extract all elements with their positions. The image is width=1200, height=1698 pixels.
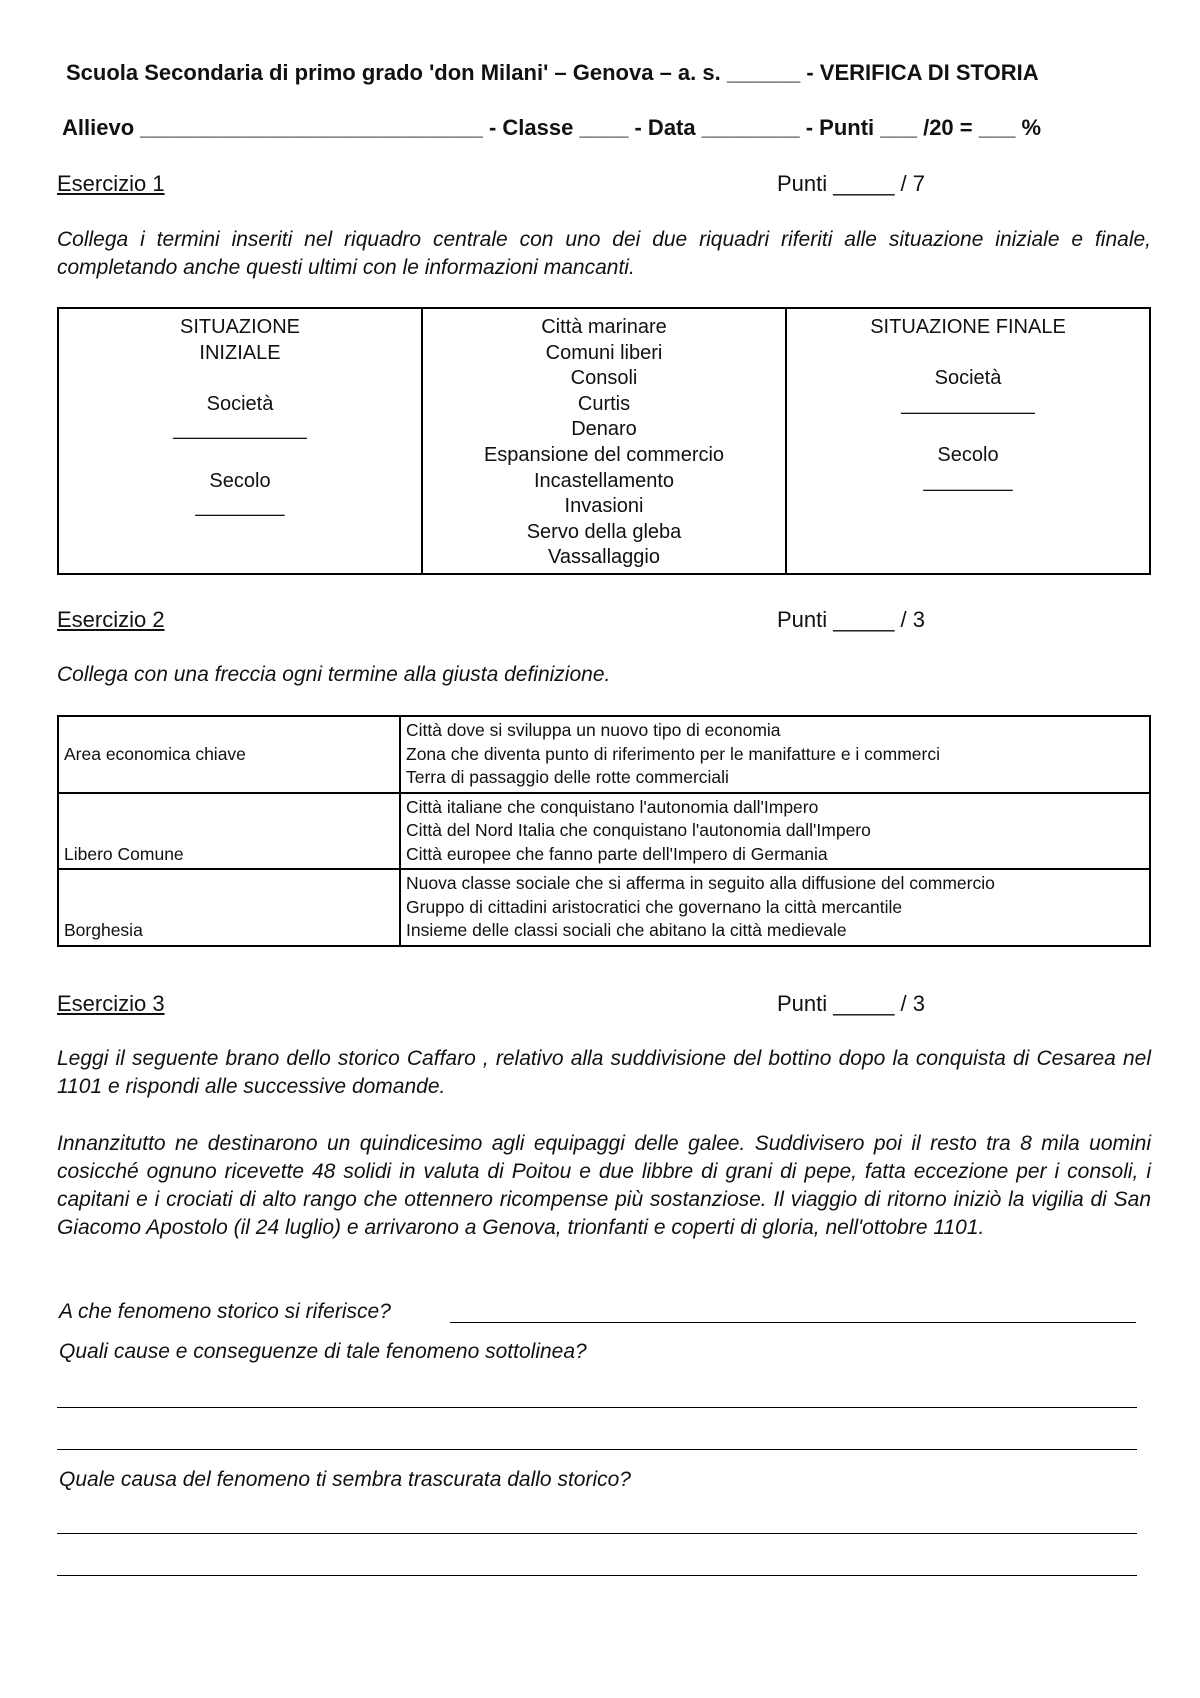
terms-box bbox=[421, 309, 785, 573]
exercise-1-points: Punti _____ / 7 bbox=[777, 171, 926, 196]
exercise-2-points: Punti _____ / 3 bbox=[777, 607, 926, 632]
historical-passage: Innanzitutto ne destinarono un quindicesimo agli equipaggi delle galee. Suddivisero poi il resto tra 8 mila uomini cosicché ognuno ricevette 48 solidi in valuta di Poitou e due libbre di grani di pepe, fatta eccezione per i consoli, i capitani e i crociati di alto rango che ottennero ricompense più sostanziose. Il viaggio di ritorno iniziò la vigilia di San Giacomo Apostolo (il 24 luglio) e arrivarono a Genova, trionfanti e coperti di gloria, nell'ottobre 1101. bbox=[57, 1132, 1151, 1239]
student-header: Allievo ____________________________ - Classe ____ - Data ________ - Punti ___ /20 = ___ % bbox=[62, 115, 1042, 140]
answer-line-2a[interactable] bbox=[57, 1407, 1137, 1408]
term-cell[interactable]: Libero Comune bbox=[58, 793, 400, 870]
initial-situation-box bbox=[59, 309, 421, 573]
exercise-1-instruction: Collega i termini inseriti nel riquadro centrale con uno dei due riquadri riferiti alle situazione iniziale e finale, completando anche questi ultimi con le informazioni mancanti. bbox=[57, 228, 1151, 279]
term-item: Vassallaggio bbox=[548, 546, 660, 569]
box-line: Secolo bbox=[209, 469, 271, 492]
matching-table-2 bbox=[57, 715, 1151, 947]
exercise-1-title: Esercizio 1 bbox=[57, 171, 165, 196]
box-line bbox=[59, 366, 421, 392]
term-item: Invasioni bbox=[564, 495, 644, 518]
table-row bbox=[58, 716, 1150, 793]
answer-line-3b[interactable] bbox=[57, 1575, 1137, 1576]
term-item: Denaro bbox=[571, 418, 637, 441]
box-line: INIZIALE bbox=[199, 341, 281, 364]
term-item: Consoli bbox=[570, 367, 638, 390]
definitions-cell bbox=[400, 869, 1150, 946]
term-item: Città marinare bbox=[541, 316, 667, 338]
box-line bbox=[787, 341, 1149, 367]
box-line: Secolo bbox=[937, 443, 999, 466]
answer-line-3a[interactable] bbox=[57, 1533, 1137, 1534]
term-cell[interactable]: Area economica chiave bbox=[58, 716, 400, 793]
question-2: Quali cause e conseguenze di tale fenomeno sottolinea? bbox=[59, 1340, 587, 1363]
exercise-2-instruction: Collega con una freccia ogni termine alla giusta definizione. bbox=[57, 663, 611, 686]
box-line bbox=[59, 443, 421, 469]
definition[interactable]: Città europee che fanno parte dell'Impero di Germania bbox=[406, 843, 828, 864]
definition[interactable]: Terra di passaggio delle rotte commerciali bbox=[406, 767, 729, 787]
blank-line[interactable]: ____________ bbox=[901, 392, 1035, 415]
answer-line-1[interactable] bbox=[450, 1322, 1136, 1323]
school-header: Scuola Secondaria di primo grado 'don Milani' – Genova – a. s. ______ - VERIFICA DI STORIA bbox=[66, 60, 1039, 85]
definition[interactable]: Insieme delle classi sociali che abitano la città medievale bbox=[406, 920, 847, 940]
definitions-cell bbox=[400, 716, 1150, 793]
term-item: Incastellamento bbox=[533, 469, 675, 492]
matching-table-1 bbox=[57, 307, 1151, 575]
question-3: Quale causa del fenomeno ti sembra trascurata dallo storico? bbox=[59, 1468, 631, 1491]
box-line: Società bbox=[206, 392, 274, 415]
box-line: SITUAZIONE FINALE bbox=[870, 316, 1066, 338]
definition[interactable]: Gruppo di cittadini aristocratici che governano la città mercantile bbox=[406, 896, 903, 917]
table-row bbox=[58, 869, 1150, 946]
box-line: SITUAZIONE bbox=[179, 316, 300, 338]
exercise-3-instruction: Leggi il seguente brano dello storico Caffaro , relativo alla suddivisione del bottino dopo la conquista di Cesarea nel 1101 e rispondi alle successive domande. bbox=[57, 1047, 1151, 1098]
answer-line-2b[interactable] bbox=[57, 1449, 1137, 1450]
term-item: Curtis bbox=[577, 392, 631, 415]
exercise-3-points: Punti _____ / 3 bbox=[777, 991, 926, 1016]
definition[interactable]: Nuova classe sociale che si afferma in seguito alla diffusione del commercio bbox=[406, 873, 995, 893]
blank-line[interactable]: ________ bbox=[195, 495, 285, 518]
blank-line[interactable]: ____________ bbox=[173, 418, 307, 441]
term-item: Servo della gleba bbox=[526, 520, 682, 543]
box-line bbox=[787, 417, 1149, 443]
term-item: Comuni liberi bbox=[545, 341, 663, 364]
definition[interactable]: Zona che diventa punto di riferimento per le manifatture e i commerci bbox=[406, 743, 941, 764]
question-1: A che fenomeno storico si riferisce? bbox=[59, 1300, 391, 1323]
box-line: Società bbox=[934, 367, 1002, 390]
blank-line[interactable]: ________ bbox=[923, 469, 1013, 492]
term-item: Espansione del commercio bbox=[483, 443, 725, 466]
term-cell[interactable]: Borghesia bbox=[58, 869, 400, 946]
definition[interactable]: Città del Nord Italia che conquistano l'autonomia dall'Impero bbox=[406, 820, 871, 840]
final-situation-box bbox=[785, 309, 1149, 573]
exercise-2-title: Esercizio 2 bbox=[57, 607, 165, 632]
table-row bbox=[58, 793, 1150, 870]
exercise-3-title: Esercizio 3 bbox=[57, 991, 165, 1016]
definitions-cell bbox=[400, 793, 1150, 870]
definition[interactable]: Città italiane che conquistano l'autonomia dall'Impero bbox=[406, 796, 819, 817]
definition[interactable]: Città dove si sviluppa un nuovo tipo di economia bbox=[406, 720, 781, 740]
